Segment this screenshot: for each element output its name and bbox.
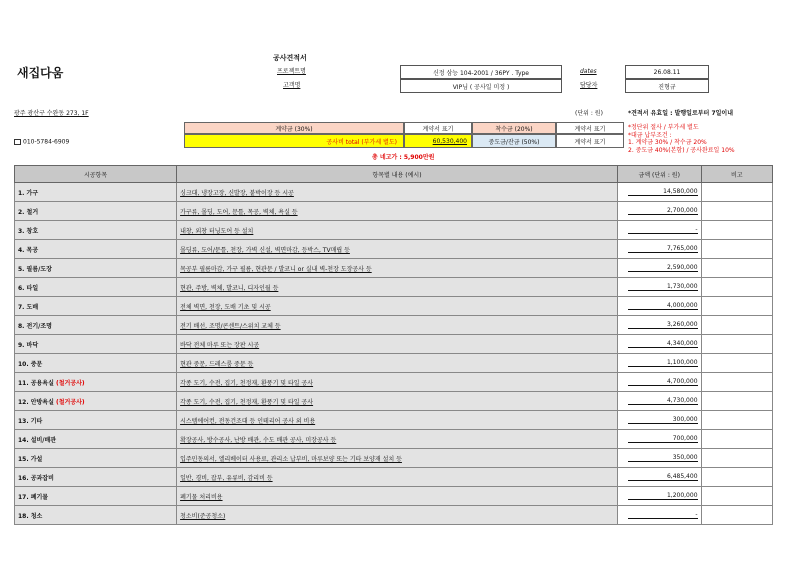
item-note (701, 278, 772, 297)
item-note (701, 468, 772, 487)
item-amount: - (617, 221, 701, 240)
item-note (701, 392, 772, 411)
payment-notes (628, 124, 735, 154)
payment-note: *대금 납부조건 : (628, 131, 672, 139)
contract-sign: 계약서 표기 (404, 122, 472, 134)
item-description: 전기 배선, 조명/콘센트/스위치 교체 등 (177, 316, 618, 335)
item-description: 일반, 경비, 잡부, 유류비, 감리비 등 (177, 468, 618, 487)
item-note (701, 221, 772, 240)
item-note (701, 297, 772, 316)
item-note (701, 487, 772, 506)
header-note: 비고 (701, 166, 772, 183)
phone-icon (14, 139, 21, 145)
table-row (15, 487, 773, 506)
item-name: 12. 안방욕실 (철거공사) (15, 392, 177, 411)
table-row (15, 449, 773, 468)
item-amount: 2,590,000 (617, 259, 701, 278)
mid-sign: 계약서 표기 (556, 134, 624, 148)
item-amount: 6,485,400 (617, 468, 701, 487)
start-sign: 계약서 표기 (556, 122, 624, 134)
table-row (15, 430, 773, 449)
item-name: 5. 필름/도장 (15, 259, 177, 278)
item-amount: 350,000 (617, 449, 701, 468)
customer-value: VIP님 ( 공사일 미정 ) (400, 79, 562, 93)
payment-note: 2. 중도금 40%(본함) / 공사완료일 10% (628, 146, 735, 154)
item-amount: 14,580,000 (617, 183, 701, 202)
table-row (15, 392, 773, 411)
item-description: 가구류, 몰딩, 도어, 문틀, 목공, 벽체, 욕실 등 (177, 202, 618, 221)
item-note (701, 240, 772, 259)
item-amount: 7,765,000 (617, 240, 701, 259)
item-name: 6. 타일 (15, 278, 177, 297)
table-row (15, 506, 773, 525)
item-name: 16. 공과잡비 (15, 468, 177, 487)
item-description: 현관 중문, 드레스룸 중문 등 (177, 354, 618, 373)
unit-note: (단위 : 원) (575, 110, 603, 117)
project-label: 프로젝트명 (277, 68, 306, 75)
project-value: 신정 삼능 104-2001 / 36PY . Type (400, 65, 562, 79)
table-row (15, 354, 773, 373)
item-amount: - (617, 506, 701, 525)
item-description: 싱크대, 냉장고장, 신발장, 붙박이장 등 시공 (177, 183, 618, 202)
item-tag: (철거공사) (56, 398, 85, 406)
item-description: 각종 도기, 수전, 집기, 천정재, 환풍기 및 타일 공사 (177, 373, 618, 392)
item-note (701, 373, 772, 392)
item-amount: 4,700,000 (617, 373, 701, 392)
mid-label: 중도금/잔금 (50%) (472, 134, 556, 148)
payment-note: 1. 계약금 30% / 착수금 20% (628, 139, 707, 146)
company-phone (14, 139, 69, 146)
item-name: 17. 폐기물 (15, 487, 177, 506)
header-amount: 금액 (단위 : 원) (617, 166, 701, 183)
item-name: 1. 가구 (15, 183, 177, 202)
item-description: 시스템에어컨, 전동건조대 등 인테리어 공사 외 비용 (177, 411, 618, 430)
item-description: 현관, 주방, 벽체, 발코니, 디자인월 등 (177, 278, 618, 297)
estimate-table (14, 165, 773, 525)
item-amount: 300,000 (617, 411, 701, 430)
item-name: 13. 기타 (15, 411, 177, 430)
company-address: 광주 광산구 수완동 273, 1F (14, 110, 89, 117)
dates-label: dates (580, 68, 597, 75)
item-description: 전체 벽면, 천장, 도배 기초 및 시공 (177, 297, 618, 316)
item-amount: 1,730,000 (617, 278, 701, 297)
discount-note: 총 네고가 : 5,900만원 (372, 154, 435, 161)
item-note (701, 430, 772, 449)
document-title: 공사견적서 (273, 54, 307, 62)
item-name: 10. 중문 (15, 354, 177, 373)
item-description: 내창, 외창 터닝도어 등 설치 (177, 221, 618, 240)
item-description: 입주민동의서, 엘리베이터 사용료, 관리소 납부비, 마루보양 또는 기타 보양재 설치 등 (177, 449, 618, 468)
item-note (701, 202, 772, 221)
item-amount: 700,000 (617, 430, 701, 449)
item-description: 청소비(준공청소) (177, 506, 618, 525)
item-tag: (철거공사) (56, 379, 85, 387)
table-header-row (15, 166, 773, 183)
item-amount: 4,730,000 (617, 392, 701, 411)
item-note (701, 259, 772, 278)
item-amount: 3,260,000 (617, 316, 701, 335)
brand-name: 새집다움 (17, 66, 64, 80)
item-name: 14. 설비/배관 (15, 430, 177, 449)
item-name: 8. 전기/조명 (15, 316, 177, 335)
item-note (701, 411, 772, 430)
item-note (701, 335, 772, 354)
table-row (15, 373, 773, 392)
phone-number: 010-5784-6909 (23, 138, 70, 146)
contract-label: 계약금 (30%) (184, 122, 404, 134)
item-name: 7. 도배 (15, 297, 177, 316)
customer-label: 고객명 (283, 82, 301, 89)
header-item: 시공항목 (15, 166, 177, 183)
item-description: 폐기물 처리비용 (177, 487, 618, 506)
item-note (701, 354, 772, 373)
item-amount: 1,100,000 (617, 354, 701, 373)
item-description: 각종 도기, 수전, 집기, 천정재, 환풍기 및 타일 공사 (177, 392, 618, 411)
item-name: 15. 가설 (15, 449, 177, 468)
item-description: 목공부 필름마감, 가구 필름, 현관문 / 발코니 or 실내 벽-천장 도장공사 등 (177, 259, 618, 278)
payment-note: *정단위 절사 / 부가세 별도 (628, 124, 699, 131)
item-note (701, 183, 772, 202)
item-name: 9. 바닥 (15, 335, 177, 354)
dates-value: 26.08.11 (625, 65, 709, 79)
item-amount: 4,340,000 (617, 335, 701, 354)
start-label: 착수금 (20%) (472, 122, 556, 134)
table-row (15, 411, 773, 430)
table-row (15, 240, 773, 259)
total-label: 공사비 total (부가세 별도) (184, 134, 404, 148)
item-note (701, 449, 772, 468)
table-row (15, 221, 773, 240)
table-row (15, 278, 773, 297)
item-description: 확장공사, 방수공사, 난방 배관, 수도 배관 공사, 미장공사 등 (177, 430, 618, 449)
item-amount: 2,700,000 (617, 202, 701, 221)
manager-label: 담당자 (580, 82, 598, 89)
item-note (701, 316, 772, 335)
table-row (15, 259, 773, 278)
item-description: 몰딩류, 도어/문틀, 천장, 가벽 신설, 벽면마감, 등박스, TV매립 등 (177, 240, 618, 259)
table-row (15, 202, 773, 221)
table-row (15, 335, 773, 354)
item-amount: 1,200,000 (617, 487, 701, 506)
item-amount: 4,000,000 (617, 297, 701, 316)
table-row (15, 183, 773, 202)
table-row (15, 468, 773, 487)
header-desc: 항목별 내용 (예시) (177, 166, 618, 183)
table-row (15, 316, 773, 335)
manager-value: 진형규 (625, 79, 709, 93)
item-name: 11. 공용욕실 (철거공사) (15, 373, 177, 392)
item-note (701, 506, 772, 525)
item-name: 4. 목공 (15, 240, 177, 259)
item-name: 2. 철거 (15, 202, 177, 221)
table-row (15, 297, 773, 316)
total-value: 60,530,400 (404, 134, 472, 148)
item-description: 바닥 전체 마루 또는 장판 시공 (177, 335, 618, 354)
item-name: 3. 창호 (15, 221, 177, 240)
item-name: 18. 청소 (15, 506, 177, 525)
validity-note: *견적서 유효일 : 발행일로부터 7일이내 (628, 110, 734, 117)
